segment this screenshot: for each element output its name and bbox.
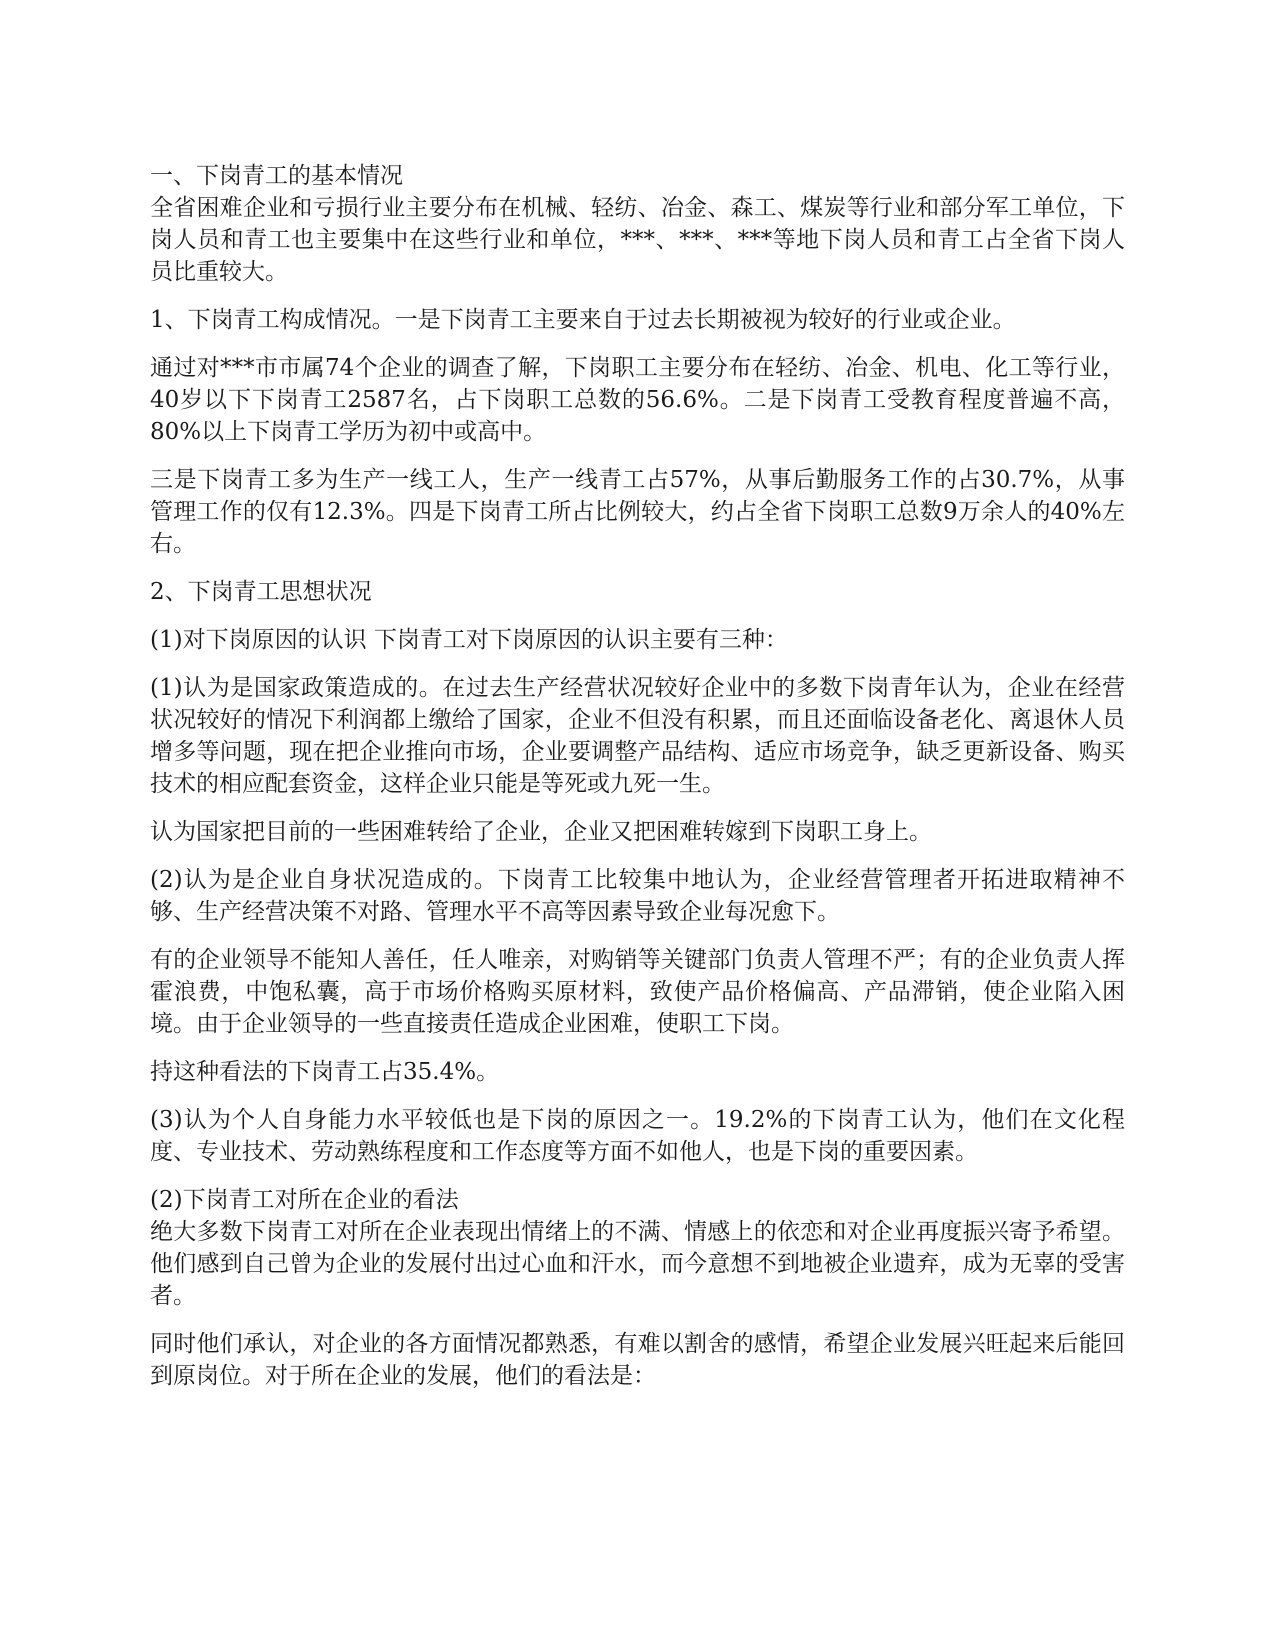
paragraph: (1)认为是国家政策造成的。在过去生产经营状况较好企业中的多数下岗青年认为，企业在经营状况较好的情况下利润都上缴给了国家，企业不但没有积累，而且还面临设备老化、离退休人员增多等问题，现在把企业推向市场，企业要调整产品结构、适应市场竞争，缺乏更新设备、购买技术的相应配套资金，这样企业只能是等死或九死一生。 (150, 675, 1125, 797)
subsection-heading-enterprise-views: (2)下岗青工对所在企业的看法 (150, 1187, 459, 1213)
paragraph: 通过对***市市属74个企业的调查了解，下岗职工主要分布在轻纺、冶金、机电、化工等行业，40岁以下下岗青工2587名，占下岗职工总数的56.6%。二是下岗青工受教育程度普遍不高，80%以上下岗青工学历为初中或高中。 (150, 355, 1125, 445)
paragraph: 有的企业领导不能知人善任，任人唯亲，对购销等关键部门负责人管理不严；有的企业负责人挥霍浪费，中饱私囊，高于市场价格购买原材料，致使产品价格偏高、产品滞销，使企业陷入困境。由于企业领导的一些直接责任造成企业困难，使职工下岗。 (150, 947, 1125, 1037)
paragraph: (3)认为个人自身能力水平较低也是下岗的原因之一。19.2%的下岗青工认为，他们在文化程度、专业技术、劳动熟练程度和工作态度等方面不如他人，也是下岗的重要因素。 (150, 1107, 1125, 1165)
paragraph: 持这种看法的下岗青工占35.4%。 (150, 1059, 500, 1085)
subsection-heading-ideology: 2、下岗青工思想状况 (150, 579, 372, 605)
paragraph: (1)对下岗原因的认识 下岗青工对下岗原因的认识主要有三种： (150, 627, 788, 653)
subsection-heading-composition: 1、下岗青工构成情况。一是下岗青工主要来自于过去长期被视为较好的行业或企业。 (150, 307, 1016, 333)
paragraph: 同时他们承认，对企业的各方面情况都熟悉，有难以割舍的感情，希望企业发展兴旺起来后能回到原岗位。对于所在企业的发展，他们的看法是： (150, 1331, 1125, 1389)
paragraph: 三是下岗青工多为生产一线工人，生产一线青工占57%，从事后勤服务工作的占30.7%，从事管理工作的仅有12.3%。四是下岗青工所占比例较大，约占全省下岗职工总数9万余人的40%左右。 (150, 467, 1125, 557)
paragraph: 绝大多数下岗青工对所在企业表现出情绪上的不满、情感上的依恋和对企业再度振兴寄予希望。他们感到自己曾为企业的发展付出过心血和汗水，而今意想不到地被企业遗弃，成为无辜的受害者。 (150, 1219, 1125, 1309)
paragraph: 全省困难企业和亏损行业主要分布在机械、轻纺、冶金、森工、煤炭等行业和部分军工单位，下岗人员和青工也主要集中在这些行业和单位，***、***、***等地下岗人员和青工占全省下岗人员比重较大。 (150, 195, 1125, 285)
paragraph: 认为国家把目前的一些困难转给了企业，企业又把困难转嫁到下岗职工身上。 (150, 819, 932, 845)
section-heading-basic-situation: 一、下岗青工的基本情况 (150, 163, 403, 189)
paragraph: (2)认为是企业自身状况造成的。下岗青工比较集中地认为，企业经营管理者开拓进取精神不够、生产经营决策不对路、管理水平不高等因素导致企业每况愈下。 (150, 867, 1125, 925)
document-page (150, 160, 1125, 1408)
